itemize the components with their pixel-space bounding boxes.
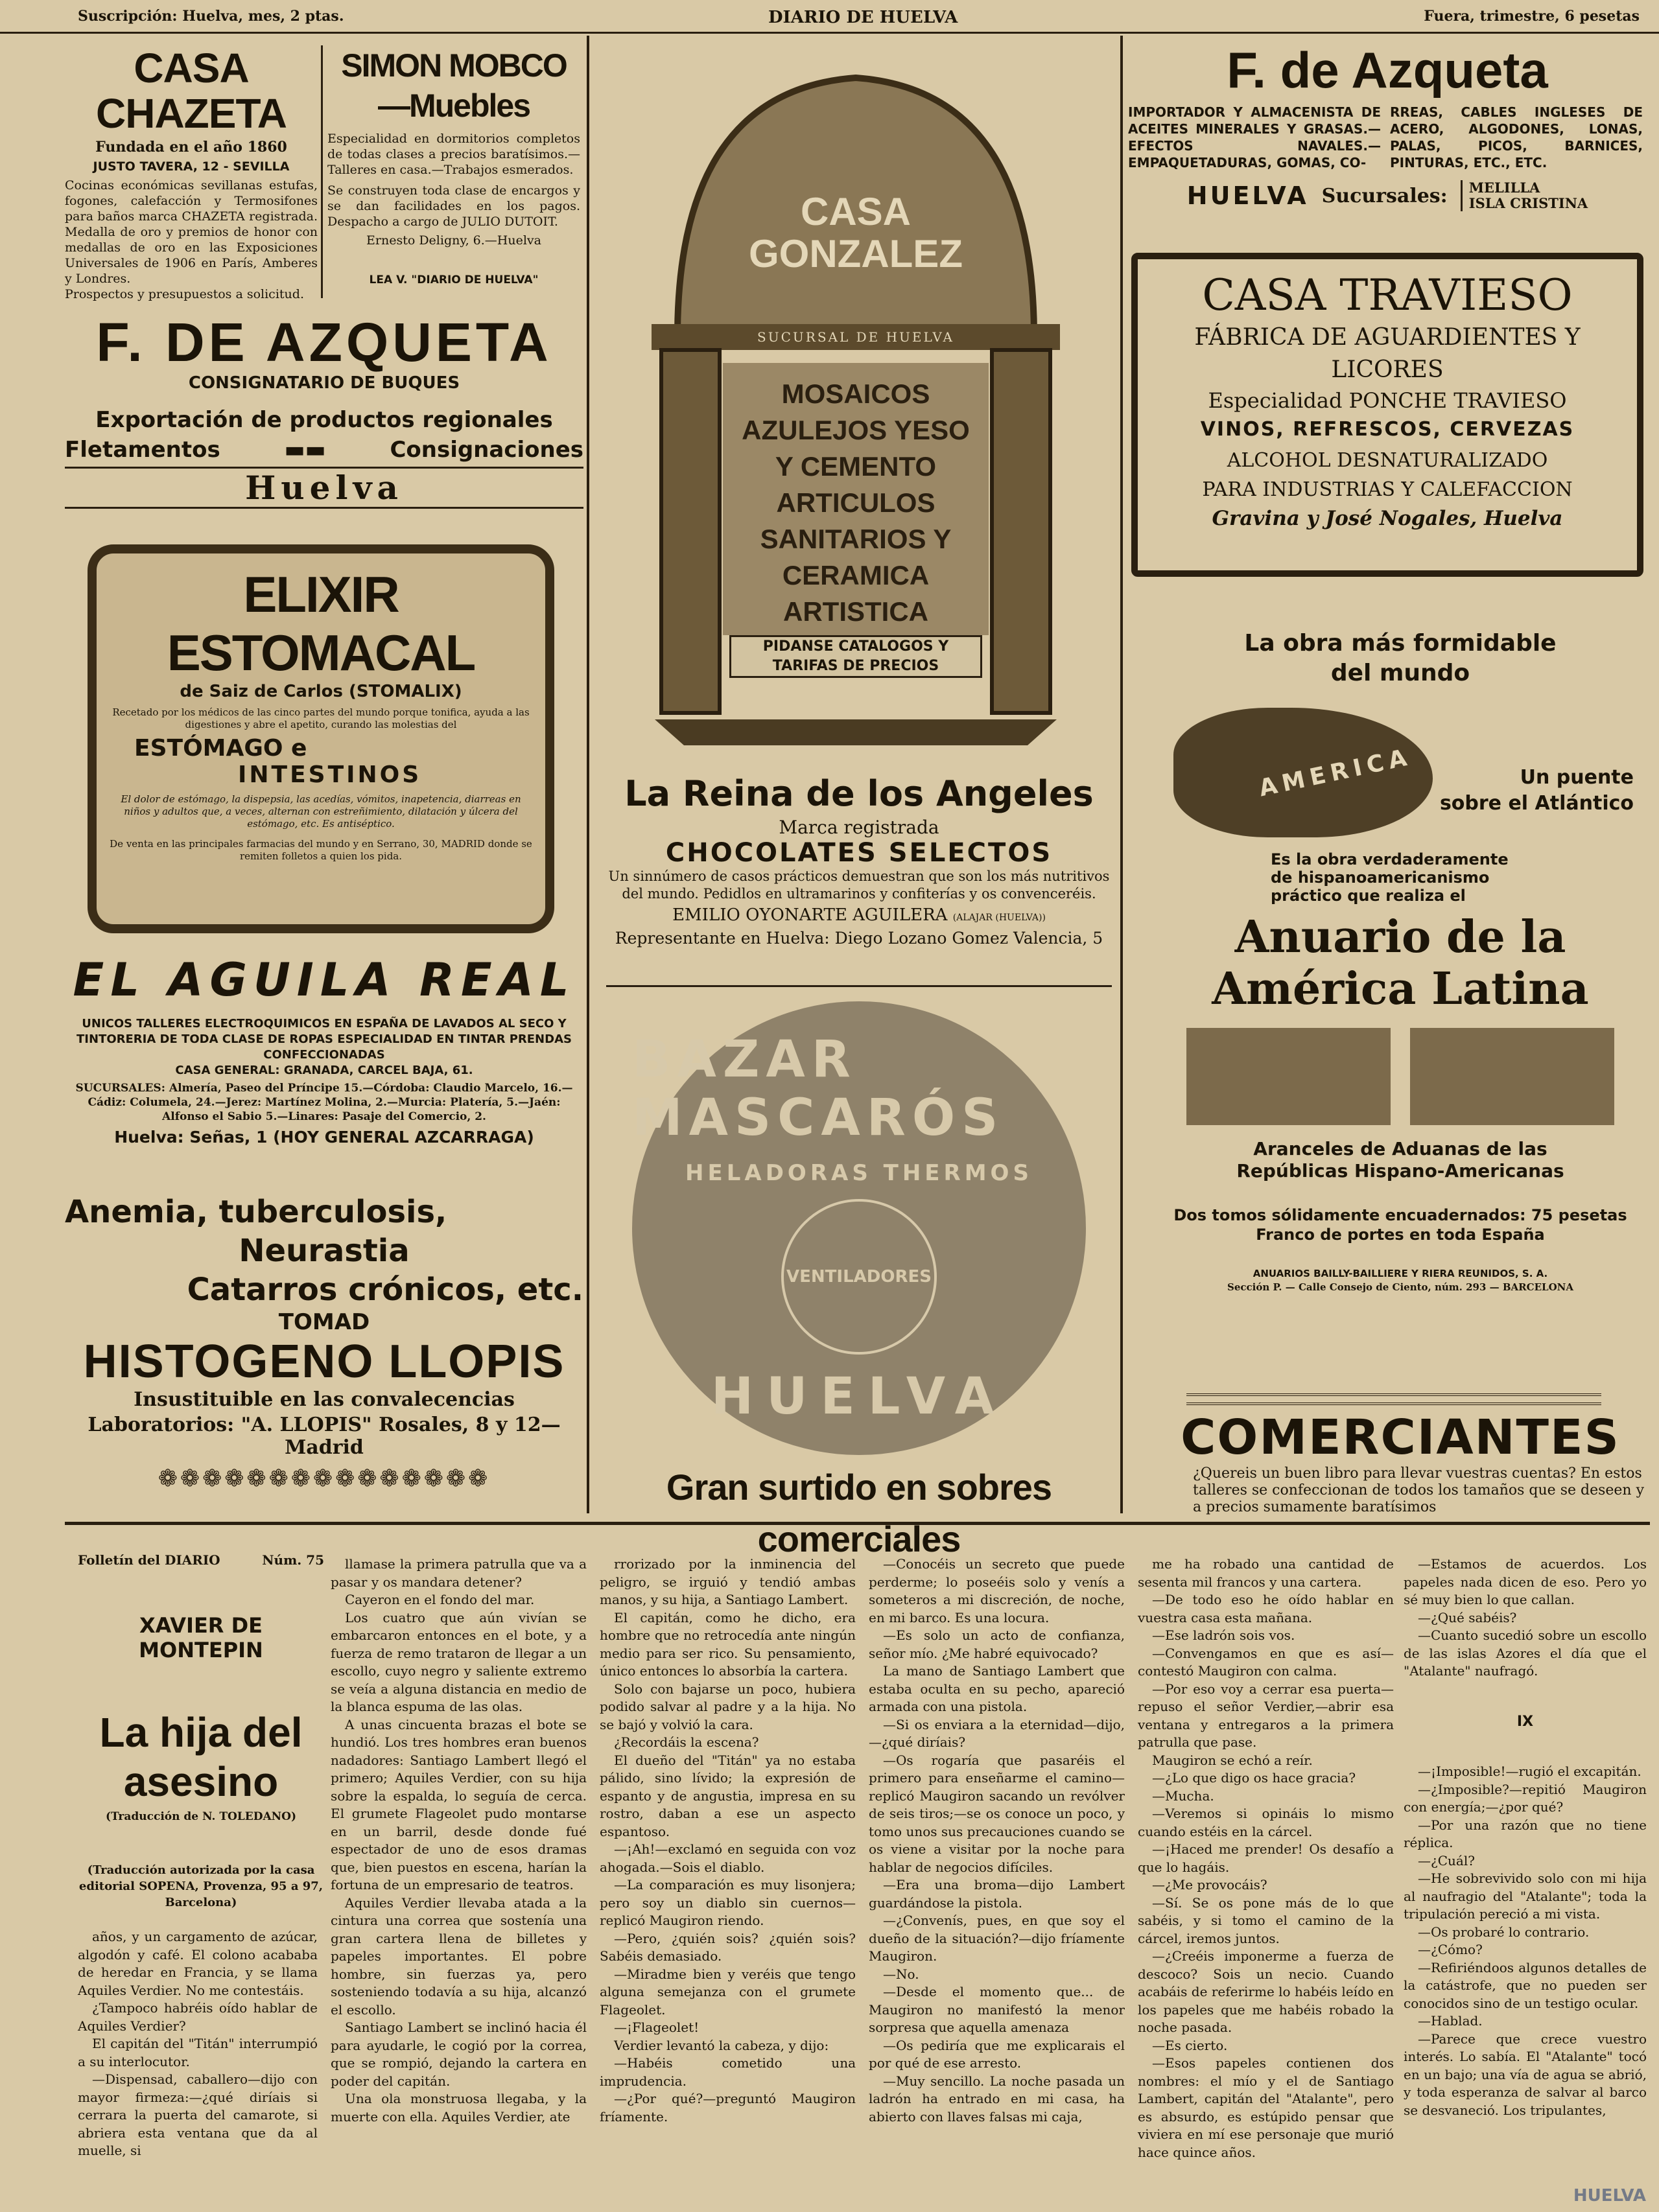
anuario-top-1: La obra más formidable xyxy=(1244,630,1557,657)
reina-product: CHOCOLATES SELECTOS xyxy=(665,838,1053,868)
azqueta2-title: F. de Azqueta xyxy=(1227,41,1548,99)
serial-title: La hija del asesino xyxy=(99,1709,303,1805)
elixir-brand: de Saiz de Carlos (STOMALIX) xyxy=(180,682,462,701)
travieso-line-6: Gravina y José Nogales, Huelva xyxy=(1212,507,1563,530)
muebles-address: Ernesto Deligny, 6.—Huelva xyxy=(366,233,541,248)
serial-col4-para: —No. xyxy=(883,1966,919,1982)
reina-body: Un sinnúmero de casos prácticos demuestran que son los más nutritivos del mundo. Pedidlos en ultramarinos y confiterías y os convenceréis. xyxy=(608,868,1110,902)
muebles-title: SIMON MOBCO—Muebles xyxy=(341,47,567,124)
ad-bazar-mascaros xyxy=(632,1001,1086,1455)
serial-col6-para: —¿Cómo? xyxy=(1418,1942,1483,1957)
reina-place: (ALAJAR (HUELVA)) xyxy=(952,913,1046,923)
serial-col3-para: Verdier levantó la cabeza, y dijo: xyxy=(614,2037,829,2053)
serial-col6-para: —¡Imposible!—rugió el excapitán. xyxy=(1418,1764,1641,1779)
reina-title: La Reina de los Angeles xyxy=(624,773,1094,814)
serial-column-1 xyxy=(78,1928,318,2207)
serial-col3-para: —¿Por qué?—preguntó Maugiron fríamente. xyxy=(600,2091,856,2125)
ad-azqueta-consignatario xyxy=(65,311,583,518)
bazar-city: HUELVA xyxy=(711,1368,1007,1426)
serial-masthead xyxy=(78,1552,324,1941)
serial-col5-para: —¿Creéis imponerme a fuerza de descoco? Sois un necio. Cuando acabáis de referirme lo habéis leído en los papeles que me habéis robado la noche pasada. xyxy=(1138,1948,1394,2035)
llopis-line-3: Catarros crónicos, etc. xyxy=(187,1272,583,1308)
aguila-body: UNICOS TALLERES ELECTROQUIMICOS EN ESPAÑA DE LAVADOS AL SECO Y TINTORERIA DE TODA CLASE DE ROPAS ESPECIALIDAD EN TINTAR PRENDAS CONFECCIONADAS xyxy=(76,1017,572,1062)
serial-col6-para: —Cuanto sucedió sobre un escollo de las islas Azores el día que el "Atalante" naufragó. xyxy=(1404,1627,1647,1679)
serial-col1-para: años, y un cargamento de azúcar, algodón y café. El colono acababa de heredar en Francia, y se llama Aquiles Verdier. No me contestáis. xyxy=(78,1929,318,1998)
elixir-title: ELIXIR ESTOMACAL xyxy=(167,566,475,681)
azqueta2-right: RREAS, CABLES INGLESES DE ACERO, ALGODONES, LONAS, PALAS, PICOS, BARNICES, PINTURAS, ETC., ETC. xyxy=(1390,104,1643,170)
serial-col6-para: —¿Qué sabéis? xyxy=(1418,1609,1517,1625)
anuario-intro-1: Es la obra verdaderamente xyxy=(1271,850,1509,868)
serial-col1-para: ¿Tampoco habréis oído hablar de Aquiles Verdier? xyxy=(78,2000,318,2034)
serial-rights: (Traducción autorizada por la casa editorial SOPENA, Provenza, 95 a 97, Barcelona) xyxy=(78,1863,324,1909)
travieso-line-3: VINOS, REFRESCOS, CERVEZAS xyxy=(1200,418,1575,441)
bazar-center-ring xyxy=(781,1199,937,1355)
ad-anuario-america xyxy=(1160,583,1640,1413)
bazar-inner: HELADORAS THERMOS xyxy=(685,1160,1033,1186)
azqueta1-city: Huelva xyxy=(65,467,583,509)
azqueta1-left: Fletamentos xyxy=(65,437,220,463)
azqueta1-right: Consignaciones xyxy=(390,437,583,463)
archive-stamp: HUELVA xyxy=(1573,2186,1646,2206)
llopis-title: HISTOGENO LLOPIS xyxy=(83,1336,565,1388)
serial-col5-para: me ha robado una cantidad de sesenta mil francos y una cartera. xyxy=(1138,1556,1394,1590)
serial-col3-para: —Miradme bien y veréis que tengo alguna semejanza con el grumete Flageolet. xyxy=(600,1966,856,2018)
serial-number: Núm. 75 xyxy=(262,1552,324,1568)
serial-col5-para: —Por eso voy a cerrar esa puerta—repuso el señor Verdier,—abrir esa ventana y entregaros a la primera patrulla que pase. xyxy=(1138,1681,1394,1750)
ad-muebles xyxy=(327,45,580,305)
chazeta-founded: Fundada en el año 1860 xyxy=(95,139,287,156)
travieso-line-2: Especialidad PONCHE TRAVIESO xyxy=(1208,388,1567,413)
serial-col5-para: Maugiron se echó a reír. xyxy=(1152,1752,1313,1768)
chazeta-extra: Prospectos y presupuestos a solicitud. xyxy=(65,287,304,301)
anuario-intro-2: de hispanoamericanismo xyxy=(1271,868,1490,887)
serial-col5-para: —De todo eso he oído hablar en vuestra casa esta mañana. xyxy=(1138,1592,1394,1625)
newspaper-header xyxy=(0,0,1659,34)
azqueta2-branch-1: MELILLA xyxy=(1468,180,1540,196)
comerciantes-title: COMERCIANTES xyxy=(1181,1410,1620,1465)
anuario-book-2 xyxy=(1410,1028,1614,1125)
serial-col2-para: Los cuatro que aún vivían se embarcaron entonces en el bote, y a fuerza de remo trataron de llegar a un escollo, cuyo negro y saliente extremo se veía a alguna distancia en medio de la blanca espuma de las olas. xyxy=(331,1609,587,1714)
muebles-body-1: Especialidad en dormitorios completos de todas clases a precios baratísimos.—Talleres en casa.—Trabajos esmerados. xyxy=(327,132,580,177)
azqueta1-title: F. DE AZQUETA xyxy=(96,312,552,373)
serial-chapter: IX xyxy=(1516,1713,1534,1730)
masthead: DIARIO DE HUELVA xyxy=(768,8,958,27)
chazeta-body: Cocinas económicas sevillanas estufas, fogones, calefacción y Termosifones para baños marca CHAZETA registrada. Medalla de oro y premios de honor con medallas de oro en las Exposiciones Universales de 1906 en París, Amberes y Londres. xyxy=(65,178,318,286)
llopis-lab: Laboratorios: "A. LLOPIS" Rosales, 8 y 12—Madrid xyxy=(88,1414,561,1459)
aguila-title: EL AGUILA REAL xyxy=(73,953,576,1007)
travieso-line-5: PARA INDUSTRIAS Y CALEFACCION xyxy=(1202,478,1573,501)
serial-col6-para: —Por una razón que no tiene réplica. xyxy=(1404,1817,1647,1850)
serial-col2-para: Una ola monstruosa llegaba, y la muerte con ella. Aquiles Verdier, ate xyxy=(331,2091,587,2125)
azqueta2-city: HUELVA xyxy=(1186,181,1309,210)
serial-col5-para: —Mucha. xyxy=(1152,1787,1214,1804)
anuario-bridge-1: Un puente xyxy=(1520,766,1634,789)
serial-col3-para: —¡Flageolet! xyxy=(614,2020,700,2035)
serial-col4-para: —Os rogaría que pasaréis el primero para enseñarme el camino—replicó Maugiron sacando un revólver de seis tiros;—se os conoce un poco, y tomo unos sus precauciones cuando se os viene a visitar por la noche para hablar de negocios difíciles. xyxy=(869,1752,1125,1875)
serial-column-2 xyxy=(331,1555,587,2207)
serial-col6-para: —¿Cuál? xyxy=(1418,1852,1475,1869)
column-rule-1 xyxy=(587,36,589,1513)
ad-reina-angeles xyxy=(600,771,1118,985)
serial-col4-para: —Conocéis un secreto que puede perderme; lo poseéis solo y venís a someteros a mi discreción, de noche, en mi barco. Es una locura. xyxy=(869,1556,1125,1625)
muebles-body-2: Se construyen toda clase de encargos y se dan facilidades en los pagos. Despacho a cargo de JULIO DUTOIT. xyxy=(327,183,580,229)
subscription-remote: Fuera, trimestre, 6 pesetas xyxy=(1424,8,1640,25)
elixir-big-1: ESTÓMAGO e xyxy=(134,735,307,762)
serial-col5-para: —¿Lo que digo os hace gracia? xyxy=(1152,1770,1356,1786)
serial-col4-para: —¿Convenís, pues, en que soy el dueño de la situación?—dijo fríamente Maugiron. xyxy=(869,1913,1125,1964)
chazeta-address: JUSTO TAVERA, 12 - SEVILLA xyxy=(93,159,290,174)
ad-divider-2 xyxy=(606,985,1112,987)
azqueta2-suc: Sucursales: xyxy=(1321,184,1448,207)
bazar-title: BAZAR MASCARÓS xyxy=(632,1030,1005,1147)
serial-col5-para: —¡Haced me prender! Os desafío a que lo hagáis. xyxy=(1138,1841,1394,1875)
serial-col3-para: —La comparación es muy lisonjera; pero soy un diablo sin cuernos—replicó Maugiron riendo. xyxy=(600,1877,856,1928)
anuario-aranceles-1: Aranceles de Aduanas de las xyxy=(1253,1138,1547,1159)
anuario-tomos-2: Franco de portes en toda España xyxy=(1256,1226,1545,1244)
anuario-rule xyxy=(1186,1393,1601,1405)
aguila-general: CASA GENERAL: GRANADA, CARCEL BAJA, 61. xyxy=(175,1064,473,1077)
muebles-footer: LEA V. "DIARIO DE HUELVA" xyxy=(369,274,539,286)
serial-col5-para: —Esos papeles contienen dos nombres: el mío y el de Santiago Lambert, capitán del "Atalante", pero es absurdo, es estúpido pensar que viviera en mí ese personaje que murió hace quince años. xyxy=(1138,2055,1394,2160)
reina-rep: Representante en Huelva: Diego Lozano Gomez Valencia, 5 xyxy=(615,929,1103,948)
ad-sobres: Gran surtido en sobres comerciales xyxy=(666,1467,1052,1559)
serial-col4-para: —Si os enviara a la eternidad—dijo,—¿qué diríais? xyxy=(869,1716,1125,1750)
bazar-center: VENTILADORES xyxy=(786,1267,932,1286)
anuario-aranceles-2: Repúblicas Hispano-Americanas xyxy=(1236,1160,1564,1182)
serial-col3-para: —¡Ah!—exclamó en seguida con voz ahogada.—Sois el diablo. xyxy=(600,1841,856,1875)
subscription-local: Suscripción: Huelva, mes, 2 ptas. xyxy=(78,8,344,25)
serial-col4-para: La mano de Santiago Lambert que estaba oculta en su pecho, apareció armada con una pistola. xyxy=(869,1663,1125,1714)
anuario-address: Sección P. — Calle Consejo de Ciento, núm. 293 — BARCELONA xyxy=(1227,1281,1573,1293)
gonzalez-title-1: CASA xyxy=(800,190,911,233)
reina-maker: EMILIO OYONARTE AGUILERA xyxy=(672,905,948,925)
serial-col6-para: —¿Imposible?—repitió Maugiron con energía;—¿por qué? xyxy=(1404,1781,1647,1815)
anuario-top-2: del mundo xyxy=(1330,660,1470,686)
azqueta1-sub: CONSIGNATARIO DE BUQUES xyxy=(188,373,460,393)
travieso-line-1: FÁBRICA DE AGUARDIENTES Y LICORES xyxy=(1194,324,1581,383)
ad-histogeno-llopis xyxy=(65,1193,583,1523)
ad-casa-chazeta xyxy=(65,45,318,305)
serial-column-6 xyxy=(1404,1555,1647,2207)
gonzalez-items: MOSAICOS AZULEJOS YESO Y CEMENTO ARTICULOS SANITARIOS Y CERAMICA ARTISTICA xyxy=(742,378,970,627)
azqueta1-ornament: ▬▬ xyxy=(284,437,326,463)
serial-col1-para: El capitán del "Titán" interrumpió a su interlocutor. xyxy=(78,2036,318,2069)
anuario-books xyxy=(1186,1028,1614,1125)
elixir-text-3: De venta en las principales farmacias del mundo y en Serrano, 30, MADRID donde se remiten folletos a quien los pida. xyxy=(110,838,532,862)
serial-col2-para: A unas cincuenta brazas el bote se hundió. Los tres hombres eran buenos nadadores: Santiago Lambert llegó el primero; Aquiles Verdier, con su hija sobre la espalda, lo seguía de cerca. El grumete Flageolet pudo montarse en un barril, desde donde fué espectador de uno de esos dramas que, bien puestos en escena, harían la fortuna de un empresario de teatros. xyxy=(331,1716,587,1892)
column-rule-2 xyxy=(1120,36,1123,1513)
travieso-line-4: ALCOHOL DESNATURALIZADO xyxy=(1227,449,1548,472)
anuario-publisher: ANUARIOS BAILLY-BAILLIERE Y RIERA REUNIDOS, S. A. xyxy=(1253,1268,1548,1279)
serial-col2-para: Cayeron en el fondo del mar. xyxy=(345,1592,535,1607)
gonzalez-catalog: PIDANSE CATALOGOS Y TARIFAS DE PRECIOS xyxy=(729,635,982,678)
serial-col6-para: —Estamos de acuerdos. Los papeles nada dicen de eso. Pero yo sé muy bien lo que callan. xyxy=(1404,1556,1647,1607)
serial-col6-para: —Hablad. xyxy=(1418,2013,1483,2029)
travieso-title: CASA TRAVIESO xyxy=(1202,270,1573,320)
serial-col2-para: Santiago Lambert se inclinó hacia él para ayudarle, le cogió por la correa, que se rompió, dejando la cartera en poder del capitán. xyxy=(331,2020,587,2089)
serial-col3-para: El capitán, como he dicho, era hombre que no retrocedía ante ningún medio para ser rico. Su pensamiento, único entonces lo absorbía la cartera. xyxy=(600,1609,856,1679)
serial-col3-para: ¿Recordáis la escena? xyxy=(614,1734,759,1750)
serial-col2-para: llamase la primera patrulla que va a pasar y os mandara detener? xyxy=(331,1556,587,1590)
serial-col6-para: —Parece que crece vuestro interés. Lo sabía. El "Atalante" tocó en un bajo; una vía de agua se abrió, y toda esperanza de salvar al barco se desvaneció. Los tripulantes, xyxy=(1404,2031,1647,2118)
ad-casa-gonzalez xyxy=(639,52,1073,752)
serial-col5-para: —Es cierto. xyxy=(1152,2037,1228,2053)
serial-author: XAVIER DE MONTEPIN xyxy=(139,1613,263,1662)
serial-col6-para: —Os probaré lo contrario. xyxy=(1418,1924,1590,1940)
serial-col6-para: —He sobrevivido solo con mi hija al naufragio del "Atalante"; toda la tripulación pereció a mi vista. xyxy=(1404,1870,1647,1922)
llopis-tomad: TOMAD xyxy=(278,1309,370,1335)
azqueta1-line1: Exportación de productos regionales xyxy=(95,407,553,433)
elixir-text-2: El dolor de estómago, la dispepsia, las acedías, vómitos, inapetencia, diarreas en niños y adultos que, a veces, alternan con estreñimiento, dilatación y úlcera del estómago, etc. Es antiséptico. xyxy=(121,793,521,830)
gonzalez-sucursal: SUCURSAL DE HUELVA xyxy=(757,329,954,345)
serial-col1-para: —Dispensad, caballero—dijo con mayor firmeza:—¿qué diríais si cerrara la puerta del camarote, si abriera esta ventana que da al muelle, si xyxy=(78,2071,318,2158)
llopis-sub: Insustituible en las convalecencias xyxy=(134,1388,515,1411)
serial-col3-para: Solo con bajarse un poco, hubiera podido salvar al padre y a la hija. No se bajó y volvió la cara. xyxy=(600,1681,856,1732)
ad-azqueta-importador xyxy=(1128,39,1647,246)
serial-column-3 xyxy=(600,1555,856,2207)
serial-col4-para: —Muy sencillo. La noche pasada un ladrón ha entrado en mi casa, ha abierto con llaves falsas mi caja, xyxy=(869,2073,1125,2125)
azqueta2-branch-2: ISLA CRISTINA xyxy=(1468,195,1588,211)
anuario-intro-3: práctico que realiza el xyxy=(1271,887,1466,905)
serial-col4-para: —Desde el momento que... de Maugiron no manifestó la menor sorpresa que aquella amenaza xyxy=(869,1984,1125,2035)
elixir-text-1: Recetado por los médicos de las cinco partes del mundo porque tonifica, ayuda a las digestiones y abre el apetito, curando las molestias del xyxy=(112,706,530,730)
anuario-band: AMERICA xyxy=(1256,743,1415,802)
ad-comerciantes xyxy=(1154,1410,1647,1520)
serial-col2-para: Aquiles Verdier llevaba atada a la cintura una correa que sostenía una gran cartera llena de billetes y papeles importantes. El pobre hombre, sin fuerzas ya, pero sosteniendo todavía a su hija, alcanzó el escollo. xyxy=(331,1894,587,2018)
ad-casa-travieso xyxy=(1131,253,1643,577)
aguila-branches: SUCURSALES: Almería, Paseo del Príncipe 15.—Córdoba: Claudio Marcelo, 16.—Cádiz: Columela, 24.—Jerez: Martínez Molina, 2.—Murcia: Platería, 5.—Jaén: Alfonso el Sabio 5.—Linares: Pasaje del Comercio, 2. xyxy=(75,1082,573,1123)
ad-elixir-estomacal xyxy=(88,544,554,933)
serial-col6-para: —Refiriéndoos algunos detalles de la catástrofe, que no pueden ser conocidos sino de un testigo ocular. xyxy=(1404,1959,1647,2011)
serial-col4-para: —Os pediría que me explicarais el por qué de ese arresto. xyxy=(869,2037,1125,2071)
anuario-tomos-1: Dos tomos sólidamente encuadernados: 75 pesetas xyxy=(1173,1206,1627,1224)
serial-column-4 xyxy=(869,1555,1125,2207)
serial-col3-para: rrorizado por la inminencia del peligro, se irguió y tendió ambas manos, y su hija, a Santiago Lambert. xyxy=(600,1556,856,1607)
ad-divider xyxy=(321,45,323,298)
serial-col4-para: —Era una broma—dijo Lambert guardándose la pistola. xyxy=(869,1877,1125,1911)
anuario-bridge-2: sobre el Atlántico xyxy=(1439,792,1634,815)
serial-col5-para: —¿Me provocáis? xyxy=(1152,1877,1267,1892)
llopis-line-1: Anemia, tuberculosis, xyxy=(65,1194,447,1230)
chazeta-title: CASA CHAZETA xyxy=(96,45,287,137)
serial-col3-para: El dueño del "Titán" ya no estaba pálido, sino lívido; la expresión de espanto y de angustia, impresa en su rostro, daban a ese un aspecto espantoso. xyxy=(600,1752,856,1839)
anuario-title-2: América Latina xyxy=(1212,963,1589,1015)
reina-sub: Marca registrada xyxy=(779,817,939,838)
serial-col5-para: —Ese ladrón sois vos. xyxy=(1152,1627,1295,1643)
serial-col5-para: —Convengamos en que es así—contestó Maugiron con calma. xyxy=(1138,1645,1394,1679)
serial-col3-para: —Pero, ¿quién sois? ¿quién sois? Sabéis demasiado. xyxy=(600,1930,856,1964)
azqueta2-left: IMPORTADOR Y ALMACENISTA DE ACEITES MINERALES Y GRASAS.—EFECTOS NAVALES.—EMPAQUETADURAS, GOMAS, CO- xyxy=(1128,104,1381,170)
aguila-huelva: Huelva: Señas, 1 (HOY GENERAL AZCARRAGA) xyxy=(114,1128,534,1147)
anuario-book-1 xyxy=(1186,1028,1391,1125)
serial-translator: (Traducción de N. TOLEDANO) xyxy=(105,1810,297,1823)
ad-aguila-real xyxy=(65,953,583,1180)
llopis-ornament: ❁❁❁❁❁❁❁❁❁❁❁❁❁❁❁ xyxy=(158,1465,491,1492)
serial-col3-para: —Habéis cometido una imprudencia. xyxy=(600,2055,856,2089)
serial-folletin: Folletín del DIARIO xyxy=(78,1552,220,1568)
elixir-big-2: INTESTINOS xyxy=(238,762,422,788)
llopis-line-2: Neurastia xyxy=(239,1233,410,1269)
comerciantes-body: ¿Quereis un buen libro para llevar vuestras cuentas? En estos talleres se confeccionan de todos los tamaños que se deseen y a precios sumamente baratísimos xyxy=(1193,1465,1645,1515)
serial-col5-para: —Sí. Se os pone más de lo que sabéis, y si tomo el camino de la cárcel, iremos juntos. xyxy=(1138,1894,1394,1946)
gonzalez-title-2: GONZALEZ xyxy=(749,232,963,275)
serial-column-5 xyxy=(1138,1555,1394,2207)
serial-col5-para: —Veremos si opináis lo mismo cuando estéis en la cárcel. xyxy=(1138,1806,1394,1839)
anuario-title-1: Anuario de la xyxy=(1234,911,1566,963)
serial-col4-para: —Es solo un acto de confianza, señor mío. ¿Me habré equivocado? xyxy=(869,1627,1125,1661)
